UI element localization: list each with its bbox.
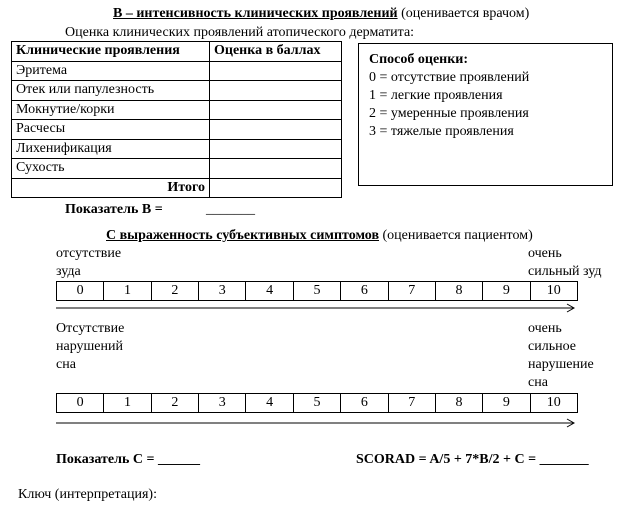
scale-cell[interactable]: 10 (530, 282, 577, 301)
scale-cell[interactable]: 7 (388, 282, 435, 301)
scale-cell[interactable]: 10 (530, 394, 577, 413)
section-c-note: (оценивается пациентом) (382, 228, 533, 243)
symptom-cell: Расчесы (12, 120, 210, 140)
section-c-heading (106, 229, 533, 243)
table-total-row (12, 178, 342, 198)
column-header: Клинические проявления (12, 42, 210, 62)
method-item: 3 = тяжелые проявления (369, 124, 514, 139)
method-item: 2 = умеренные проявления (369, 106, 529, 121)
section-c-title: С выраженность субъективных симптомов (106, 228, 380, 243)
total-label: Итого (12, 178, 210, 198)
score-cell[interactable] (210, 139, 342, 159)
scale-cell[interactable]: 5 (293, 394, 340, 413)
table-row (12, 81, 342, 101)
table-row (12, 159, 342, 179)
scale-cell[interactable]: 6 (341, 394, 388, 413)
symptom-cell: Мокнутие/корки (12, 100, 210, 120)
sleep-right-label-line: сна (528, 375, 548, 390)
symptom-cell: Эритема (12, 61, 210, 81)
scoring-method-box (358, 43, 613, 186)
indicator-b-blank[interactable]: _______ (206, 202, 255, 217)
symptom-cell: Сухость (12, 159, 210, 179)
itch-right-label-line: сильный зуд (528, 264, 602, 279)
score-cell[interactable] (210, 120, 342, 140)
scale-cell[interactable]: 4 (246, 282, 293, 301)
scale-cell[interactable]: 9 (483, 282, 530, 301)
scale-cell[interactable]: 2 (151, 282, 198, 301)
scorad-formula: SCORAD = A/5 + 7*B/2 + C = _______ (356, 452, 589, 467)
indicator-b-label: Показатель В = (65, 202, 163, 217)
section-b-subtitle: Оценка клинических проявлений атопического дерматита: (65, 25, 415, 40)
scale-cell[interactable]: 1 (104, 282, 151, 301)
scale-cell[interactable]: 8 (435, 282, 482, 301)
itch-left-label-line: зуда (56, 264, 81, 279)
score-cell[interactable] (210, 81, 342, 101)
itch-right-label-line: очень (528, 246, 562, 261)
sleep-right-label-line: очень (528, 321, 562, 336)
sleep-left-label-line: нарушений (56, 339, 123, 354)
scale-cell[interactable]: 5 (293, 282, 340, 301)
scale-cell[interactable]: 4 (246, 394, 293, 413)
method-item: 1 = легкие проявления (369, 88, 503, 103)
sleep-left-label-line: Отсутствие (56, 321, 125, 336)
table-row (12, 61, 342, 81)
scale-cell[interactable]: 0 (57, 282, 104, 301)
indicator-c: Показатель С = ______ (56, 452, 200, 467)
scale-cell[interactable]: 7 (388, 394, 435, 413)
sleep-right-label-line: нарушение (528, 357, 594, 372)
clinical-table (11, 41, 342, 198)
score-cell[interactable] (210, 159, 342, 179)
itch-left-label-line: отсутствие (56, 246, 122, 261)
section-b-title: В – интенсивность клинических проявлений (113, 6, 398, 21)
sleep-scale (56, 393, 578, 413)
scale-cell[interactable]: 9 (483, 394, 530, 413)
column-header: Оценка в баллах (210, 42, 342, 62)
section-b-note: (оценивается врачом) (401, 6, 530, 21)
scale-cell[interactable]: 8 (435, 394, 482, 413)
itch-scale (56, 281, 578, 301)
table-header-row (12, 42, 342, 62)
scale-cell[interactable]: 3 (199, 282, 246, 301)
sleep-right-label-line: сильное (528, 339, 576, 354)
table-row (12, 120, 342, 140)
score-cell[interactable] (210, 100, 342, 120)
key-label: Ключ (интерпретация): (18, 487, 157, 502)
scale-cell[interactable]: 1 (104, 394, 151, 413)
scale-cell[interactable]: 2 (151, 394, 198, 413)
itch-arrow-icon (56, 303, 576, 313)
symptom-cell: Отек или папулезность (12, 81, 210, 101)
section-b-heading (113, 7, 529, 21)
table-row (12, 100, 342, 120)
sleep-arrow-icon (56, 418, 576, 428)
scale-cell[interactable]: 3 (199, 394, 246, 413)
scale-cell[interactable]: 0 (57, 394, 104, 413)
method-item: 0 = отсутствие проявлений (369, 70, 530, 85)
total-score-cell[interactable] (210, 178, 342, 198)
scale-cell[interactable]: 6 (341, 282, 388, 301)
table-row (12, 139, 342, 159)
method-title: Способ оценки: (369, 52, 469, 67)
score-cell[interactable] (210, 61, 342, 81)
sleep-left-label-line: сна (56, 357, 76, 372)
symptom-cell: Лихенификация (12, 139, 210, 159)
